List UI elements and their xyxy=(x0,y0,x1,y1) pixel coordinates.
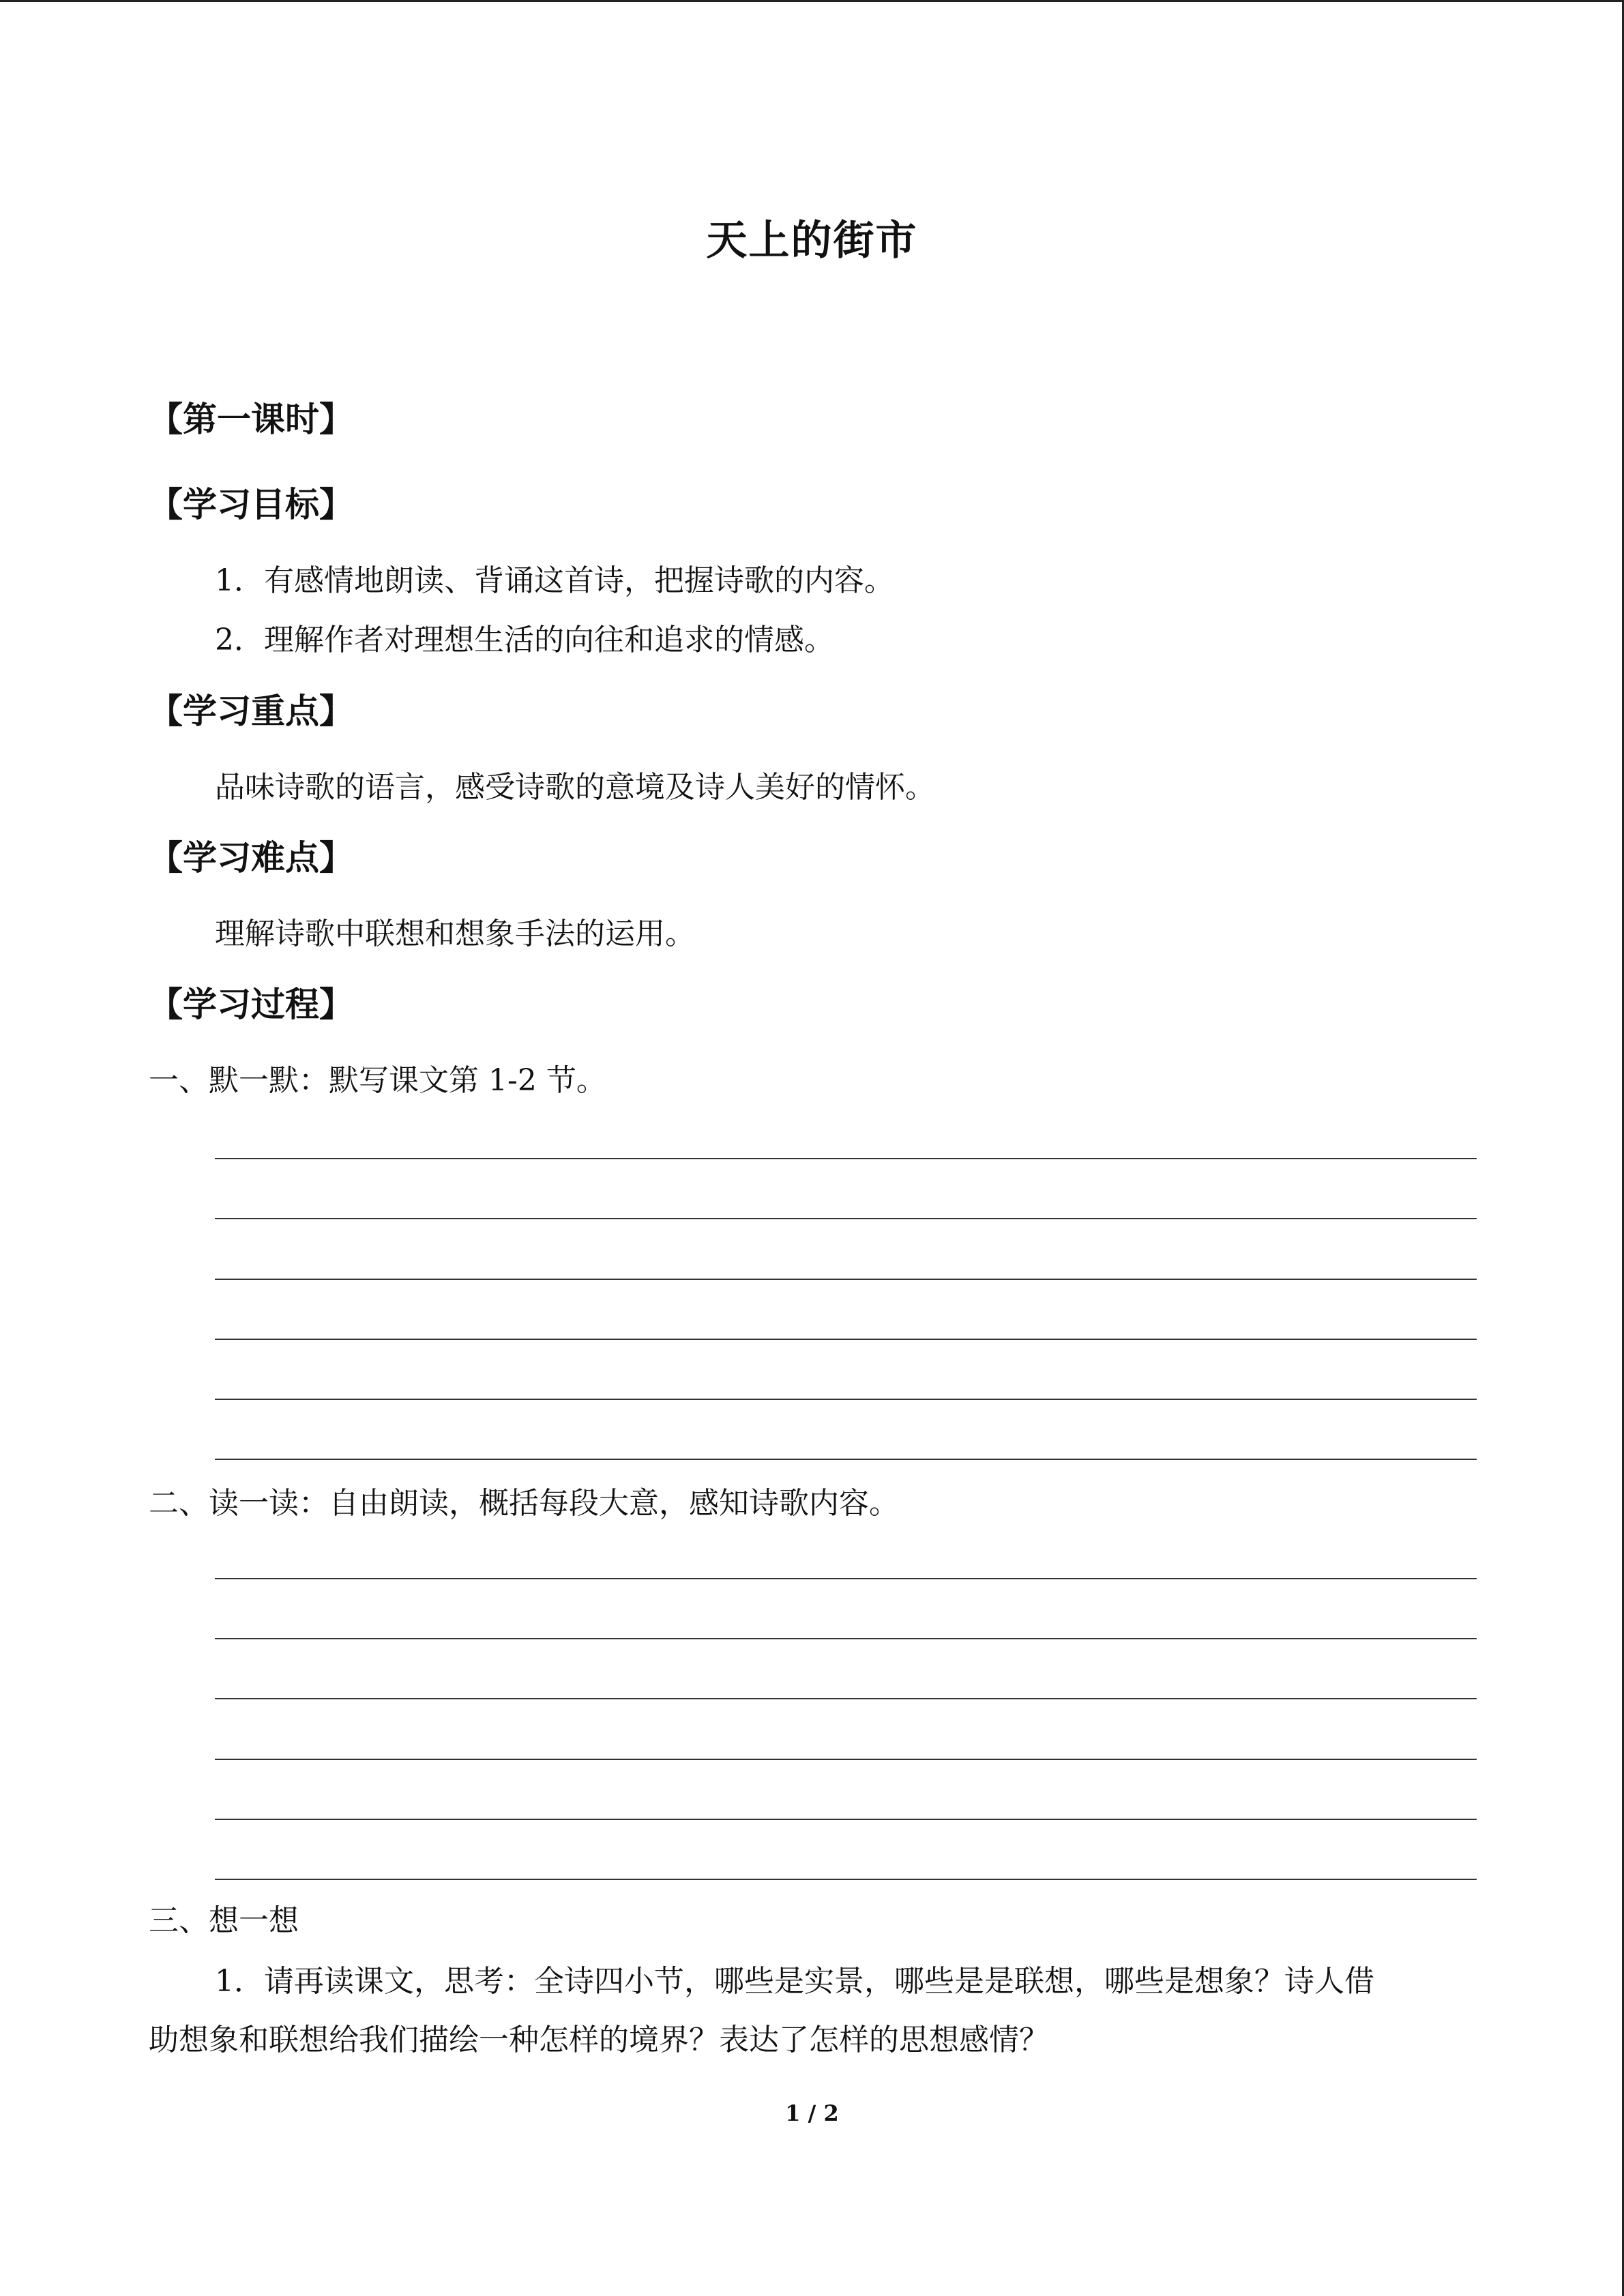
page-number: 1 / 2 xyxy=(785,2100,839,2126)
task-1-answer-line[interactable] xyxy=(215,1339,1477,1340)
task-2-answer-line[interactable] xyxy=(215,1578,1477,1579)
objectives-heading: 【学习目标】 xyxy=(149,485,353,524)
task-1-answer-line[interactable] xyxy=(215,1399,1477,1400)
page-border-top xyxy=(0,0,1624,2)
difficulties-text: 理解诗歌中联想和想象手法的运用。 xyxy=(215,916,695,951)
key-points-heading: 【学习重点】 xyxy=(149,691,353,731)
task-1-answer-line[interactable] xyxy=(215,1279,1477,1280)
task-2-prompt: 二、读一读：自由朗读，概括每段大意，感知诗歌内容。 xyxy=(149,1486,899,1521)
task-1-answer-line[interactable] xyxy=(215,1158,1477,1159)
task-3-prompt: 三、想一想 xyxy=(149,1903,299,1938)
objective-item-2: 2．理解作者对理想生活的向往和追求的情感。 xyxy=(215,623,834,657)
objective-item-1: 1．有感情地朗读、背诵这首诗，把握诗歌的内容。 xyxy=(215,563,894,598)
task-1-answer-line[interactable] xyxy=(215,1218,1477,1219)
task-2-answer-line[interactable] xyxy=(215,1819,1477,1820)
difficulties-heading: 【学习难点】 xyxy=(149,838,353,878)
task-2-answer-line[interactable] xyxy=(215,1638,1477,1639)
key-points-text: 品味诗歌的语言，感受诗歌的意境及诗人美好的情怀。 xyxy=(215,770,935,805)
task-1-prompt: 一、默一默：默写课文第 1-2 节。 xyxy=(149,1063,606,1098)
lesson-period-heading: 【第一课时】 xyxy=(149,400,353,439)
page-title: 天上的街市 xyxy=(706,217,918,265)
task-3-question-1-line-1: 1．请再读课文，思考：全诗四小节，哪些是实景，哪些是是联想，哪些是想象？诗人借 xyxy=(215,1964,1374,1999)
task-2-answer-line[interactable] xyxy=(215,1759,1477,1760)
task-2-answer-line[interactable] xyxy=(215,1879,1477,1880)
task-3-question-1-line-2: 助想象和联想给我们描绘一种怎样的境界？表达了怎样的思想感情？ xyxy=(149,2023,1049,2057)
task-2-answer-line[interactable] xyxy=(215,1698,1477,1699)
task-1-answer-line[interactable] xyxy=(215,1459,1477,1460)
process-heading: 【学习过程】 xyxy=(149,985,353,1024)
